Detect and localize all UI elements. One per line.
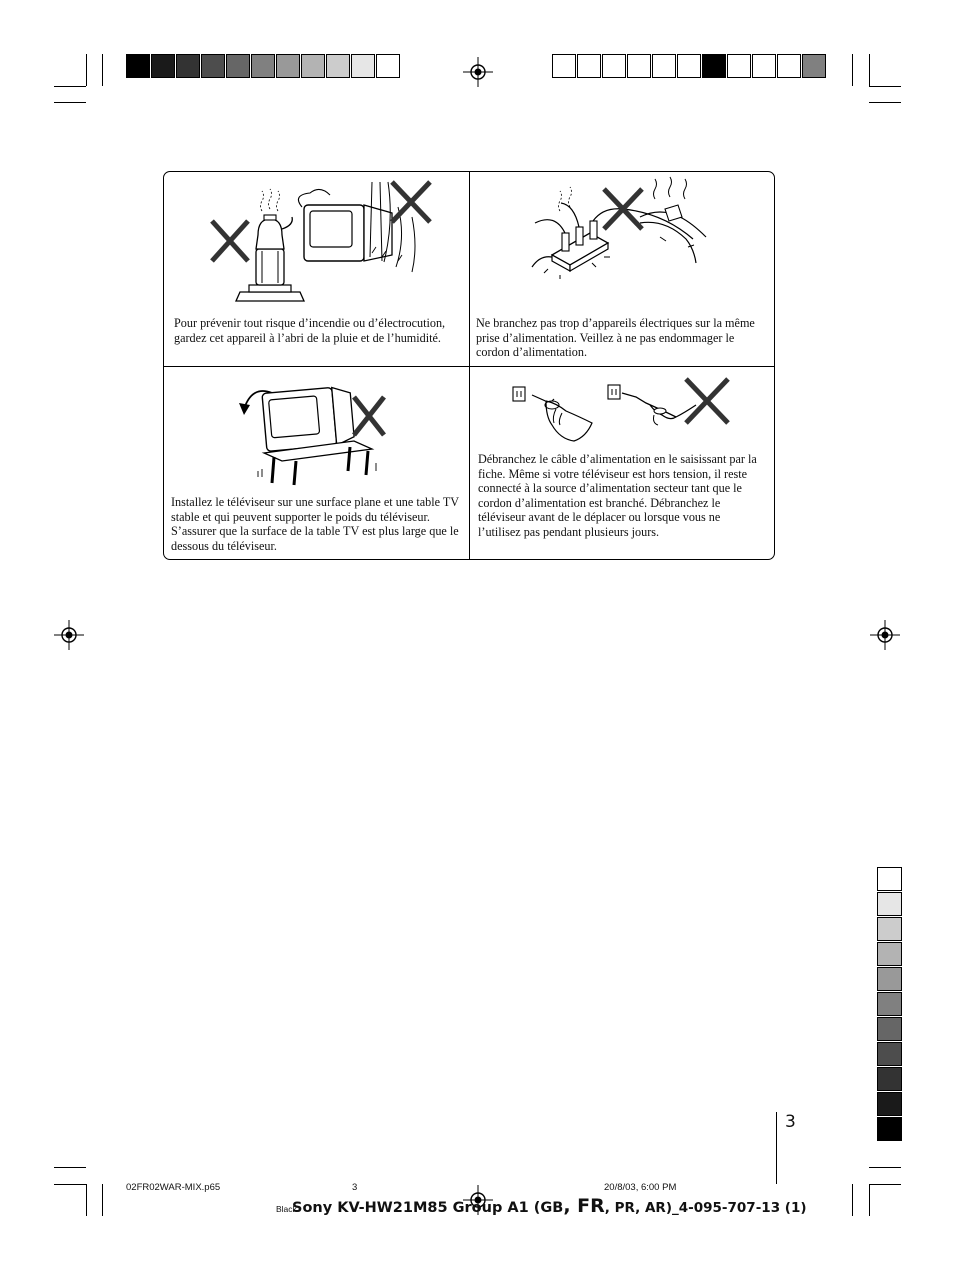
color-bar-side-swatch (877, 992, 902, 1016)
registration-mark-left-icon (54, 620, 84, 650)
tv-tipping-table-illustration-icon (234, 375, 404, 485)
footer-model-prefix: Sony KV-HW21M85 Group A1 (GB (292, 1200, 564, 1216)
warning-cell-humidity (164, 172, 469, 366)
color-bar-top-right-swatch (752, 54, 776, 78)
tv-lantern-humidity-illustration-icon (204, 177, 434, 312)
warning-cell-unplug (470, 367, 775, 560)
color-bar-top-left-swatch (351, 54, 375, 78)
footer-datetime: 20/8/03, 6:00 PM (604, 1182, 677, 1193)
footer-model-line (292, 1195, 807, 1217)
color-bar-top-left-swatch (376, 54, 400, 78)
color-bar-top-right-swatch (802, 54, 826, 78)
color-bar-side-swatch (877, 1067, 902, 1091)
color-bar-top-right-swatch (727, 54, 751, 78)
color-bar-top-right-swatch (677, 54, 701, 78)
color-bar-top-left-swatch (326, 54, 350, 78)
color-bar-top-left-swatch (126, 54, 150, 78)
footer-model-language: FR (570, 1195, 605, 1217)
color-bar-side-swatch (877, 1017, 902, 1041)
color-bar-side-swatch (877, 967, 902, 991)
overloaded-power-strip-illustration-icon (530, 177, 710, 277)
safety-warnings-panel (163, 171, 775, 560)
warning-text-unplug: Débranchez le câble d’alimentation en le saisissant par la fiche. Même si votre téléviseur est hors tension, il reste connecté à la source d’alimentation secteur tant que le cordon d’alimentation est branché. Débranchez le téléviseur avant de le déplacer ou lorsque vous ne l’utilisez pas pendant plusieurs jours. (478, 452, 757, 539)
footer-filename: 02FR02WAR-MIX.p65 (126, 1182, 221, 1193)
color-bar-top-left-swatch (251, 54, 275, 78)
color-bar-side-swatch (877, 1117, 902, 1141)
warning-cell-overload (470, 172, 775, 366)
color-bar-top-left (126, 54, 401, 78)
color-bar-top-right-swatch (627, 54, 651, 78)
color-bar-side-swatch (877, 867, 902, 891)
color-bar-top-left-swatch (151, 54, 175, 78)
warning-cell-stability (164, 367, 469, 560)
footer-page: 3 (352, 1182, 358, 1193)
page-number: 3 (785, 1112, 796, 1132)
color-bar-top-right-swatch (577, 54, 601, 78)
unplug-by-plug-illustration-icon (510, 375, 740, 445)
color-bar-top-right-swatch (702, 54, 726, 78)
color-bar-top-right (552, 54, 827, 78)
color-bar-top-left-swatch (301, 54, 325, 78)
warning-text-stability: Installez le téléviseur sur une surface plane et une table TV stable et qui peuvent supporter le poids du téléviseur. S’assurer que la surface de la table TV est plus large que le dessous du téléviseur. (171, 495, 459, 553)
footer-model-suffix: , PR, AR)_4-095-707-13 (1) (604, 1200, 807, 1216)
color-bar-side-swatch (877, 892, 902, 916)
color-bar-top-left-swatch (176, 54, 200, 78)
color-bar-top-right-swatch (552, 54, 576, 78)
color-bar-side (877, 867, 902, 1142)
color-bar-top-right-swatch (602, 54, 626, 78)
registration-mark-right-icon (870, 620, 900, 650)
color-bar-side-swatch (877, 1092, 902, 1116)
registration-mark-top-icon (463, 57, 493, 87)
color-bar-top-left-swatch (276, 54, 300, 78)
footer-model-comma: , (563, 1195, 571, 1217)
color-bar-top-right-swatch (777, 54, 801, 78)
color-bar-top-right-swatch (652, 54, 676, 78)
color-bar-side-swatch (877, 942, 902, 966)
color-bar-top-left-swatch (201, 54, 225, 78)
page-number-rule (776, 1112, 777, 1184)
color-bar-side-swatch (877, 1042, 902, 1066)
warning-text-overload: Ne branchez pas trop d’appareils électriques sur la même prise d’alimentation. Veillez à ne pas endommager le cordon d’alimentation. (476, 316, 755, 359)
color-bar-side-swatch (877, 917, 902, 941)
warning-text-humidity: Pour prévenir tout risque d’incendie ou d’électrocution, gardez cet appareil à l’abri de la pluie et de l’humidité. (174, 316, 446, 345)
color-bar-top-left-swatch (226, 54, 250, 78)
footer-plate-color: Black (276, 1204, 297, 1214)
